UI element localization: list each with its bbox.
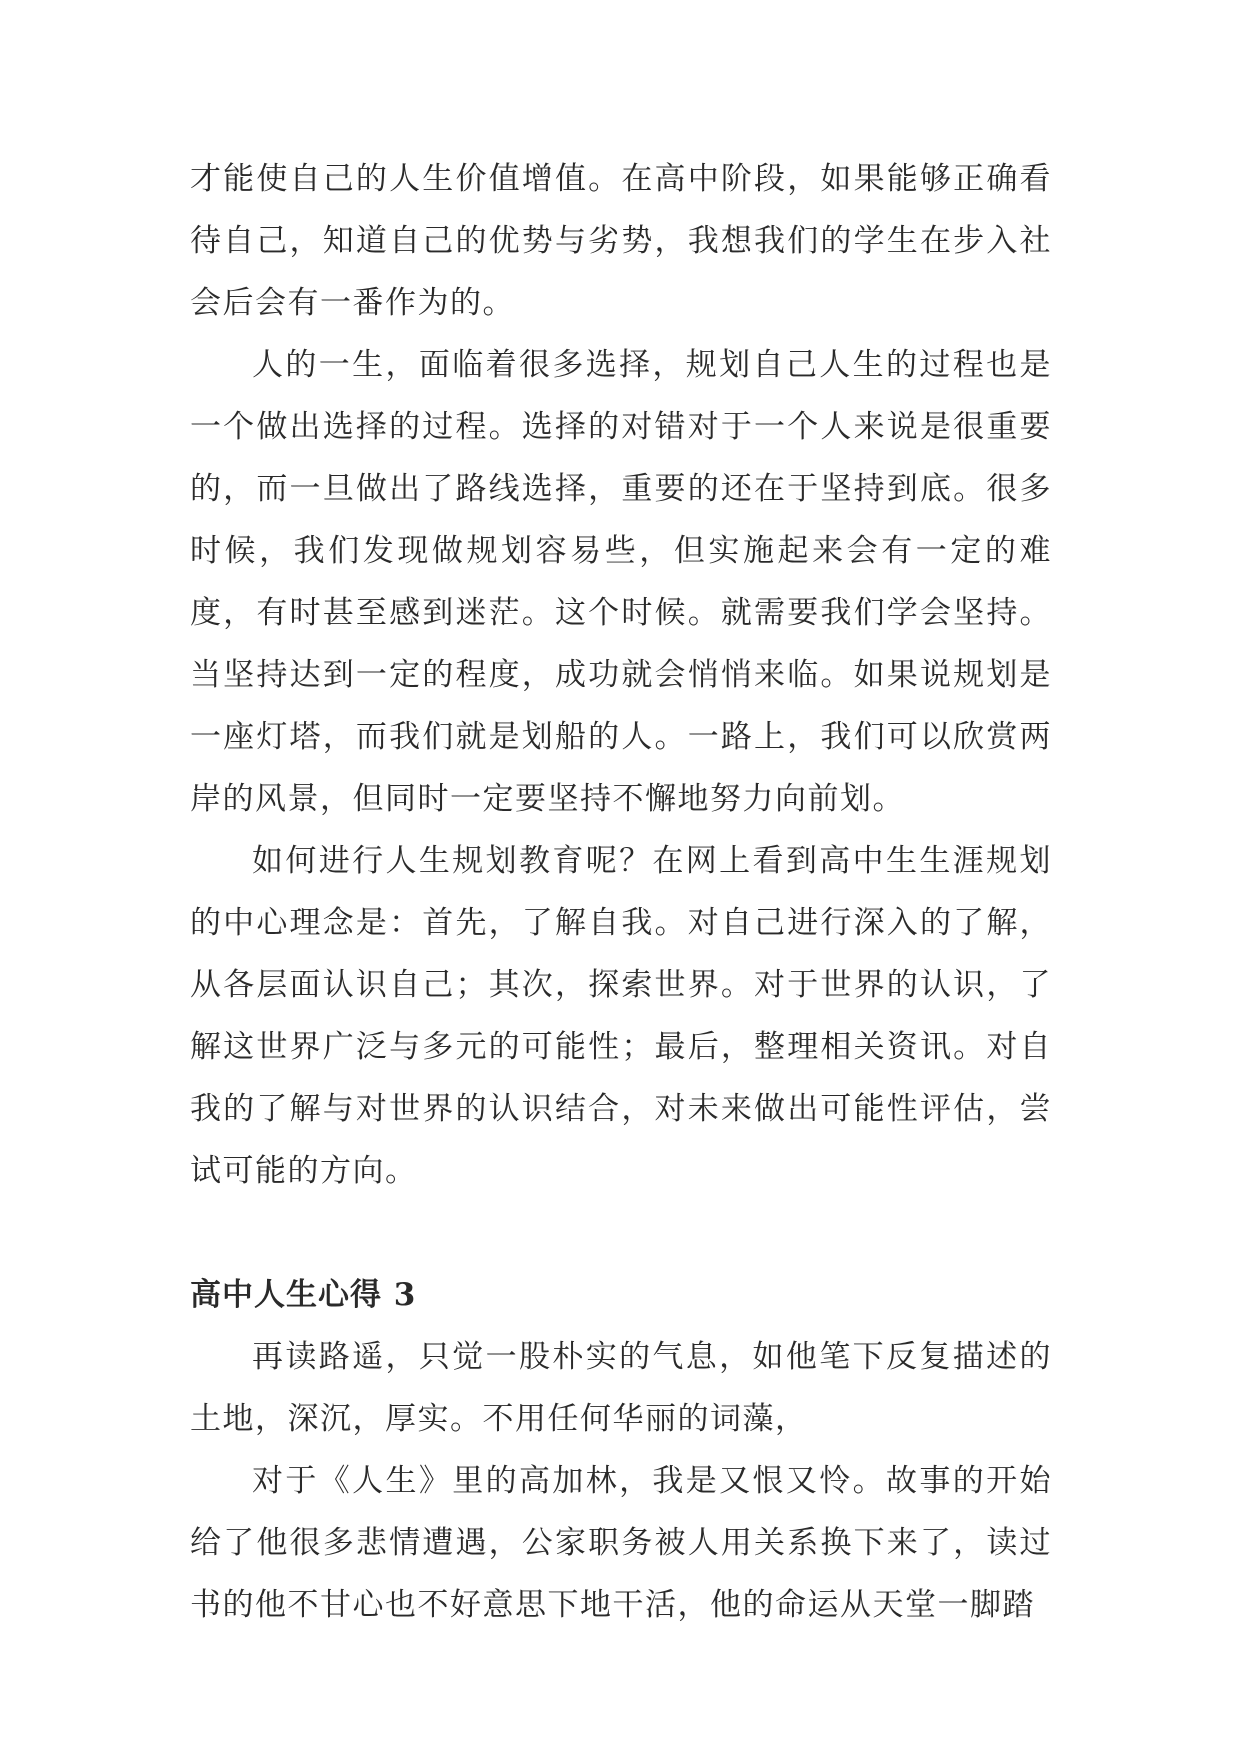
section-heading: 高中人生心得 3 [190, 1277, 417, 1313]
document-body [190, 148, 1052, 1636]
paragraph-planning-education: 如何进行人生规划教育呢？在网上看到高中生生涯规划的中心理念是：首先，了解自我。对自己进行深入的了解，从各层面认识自己；其次，探索世界。对于世界的认识，了解这世界广泛与多元的可能性；最后，整理相关资讯。对自我的了解与对世界的认识结合，对未来做出可能性评估，尝试可能的方向。 [190, 843, 1052, 1189]
paragraph-life-choices: 人的一生，面临着很多选择，规划自己人生的过程也是一个做出选择的过程。选择的对错对于一个人来说是很重要的，而一旦做出了路线选择，重要的还在于坚持到底。很多时候，我们发现做规划容易些，但实施起来会有一定的难度，有时甚至感到迷茫。这个时候。就需要我们学会坚持。当坚持达到一定的程度，成功就会悄悄来临。如果说规划是一座灯塔，而我们就是划船的人。一路上，我们可以欣赏两岸的风景，但同时一定要坚持不懈地努力向前划。 [190, 347, 1052, 817]
paragraph-continued: 才能使自己的人生价值增值。在高中阶段，如果能够正确看待自己，知道自己的优势与劣势，我想我们的学生在步入社会后会有一番作为的。 [190, 161, 1052, 321]
paragraph-reading-luyao: 再读路遥，只觉一股朴实的气息，如他笔下反复描述的土地，深沉，厚实。不用任何华丽的词藻， [190, 1339, 1052, 1437]
section-spacer [190, 1202, 1052, 1264]
paragraph-gao-jialin: 对于《人生》里的高加林，我是又恨又怜。故事的开始给了他很多悲情遭遇，公家职务被人用关系换下来了，读过书的他不甘心也不好意思下地干活，他的命运从天堂一脚踏 [190, 1463, 1052, 1623]
